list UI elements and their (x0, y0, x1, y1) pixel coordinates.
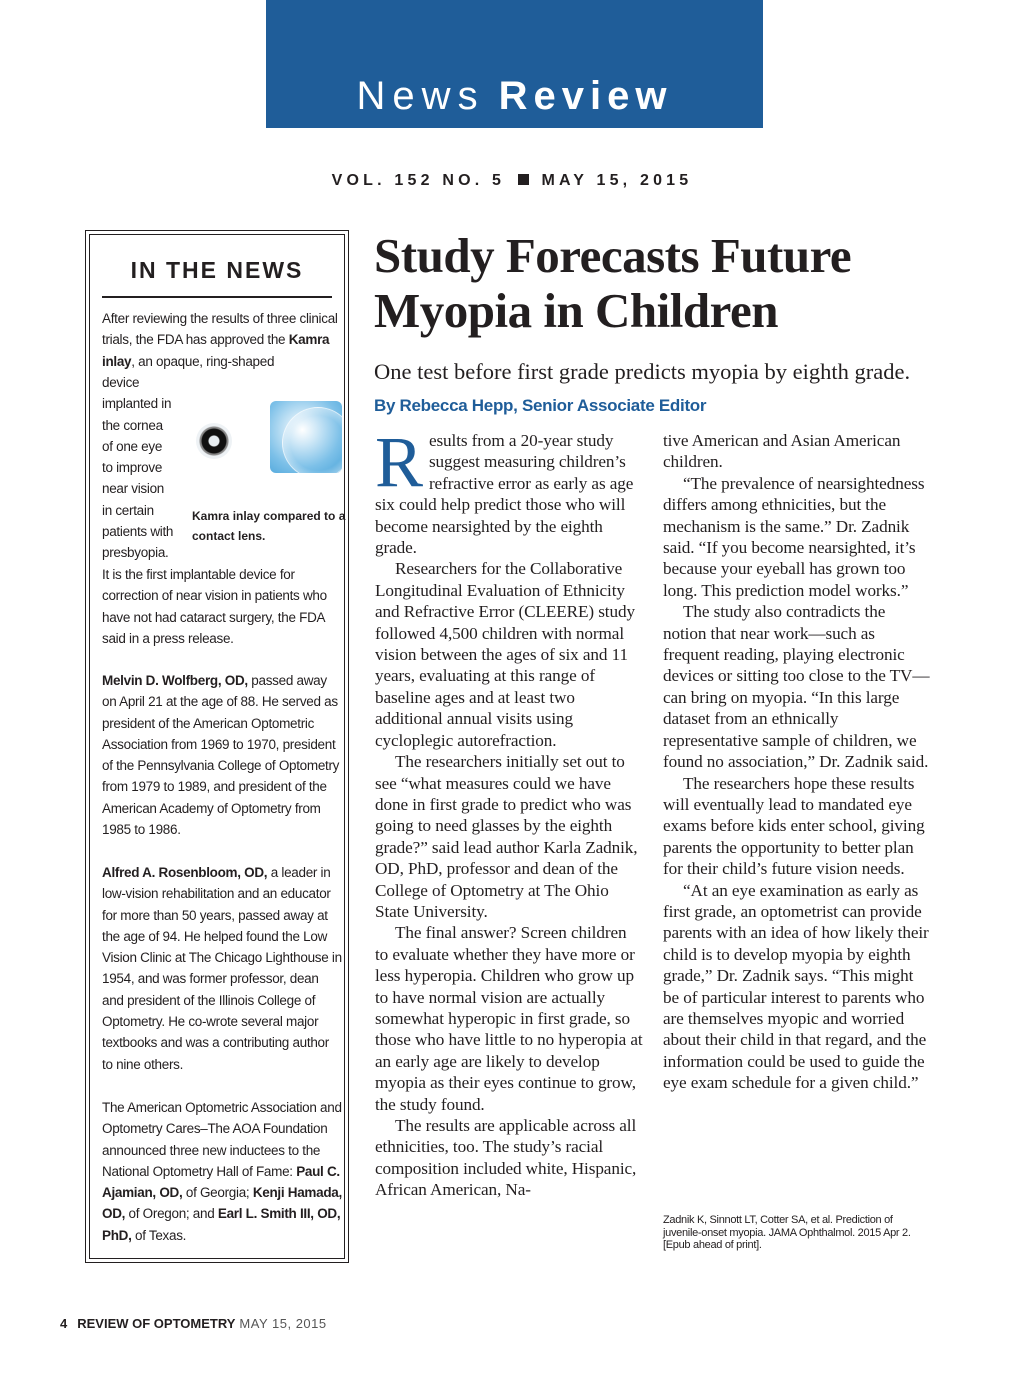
narrow-line: of one eye (102, 438, 163, 454)
footer-date: MAY 15, 2015 (239, 1316, 327, 1331)
byline: By Rebecca Hepp, Senior Associate Editor (374, 396, 707, 415)
article-deck (374, 356, 934, 422)
hall-of-fame-lead: The American Optometric Association and Optometry Cares–The AOA Foundation announced three new inductees to the National Optometry Hall of Fame: (102, 1100, 342, 1179)
paragraph: The researchers hope these results will eventually lead to mandated eye exams before kids enter school, giving parents the opportunity to better plan for their child’s future vision needs. (663, 773, 925, 879)
news-item-kamra (102, 308, 342, 372)
narrow-line: presbyopia. (102, 545, 169, 561)
wolfberg-text: passed away on April 21 at the age of 88. He served as president of the American Optometric Association from 1969 to 1970, president of the Pennsylvania College of Optometry from 1979 to 1989, and president of the American Academy of Optometry from 1985 to 1986. (102, 673, 340, 838)
inductee-end: of Texas. (131, 1227, 187, 1243)
contact-lens-image (270, 401, 342, 473)
inductee-sep: of Oregon; and (125, 1206, 218, 1222)
sidebar-title-rule (102, 296, 332, 298)
kamra-inlay-image (196, 423, 232, 459)
reference-footnote: Zadnik K, Sinnott LT, Cotter SA, et al. Prediction of juvenile-onset myopia. JAMA Ophthalmol. 2015 Apr 2. [Epub ahead of print]. (663, 1214, 911, 1251)
article-column-2 (663, 430, 931, 1094)
paragraph: The study also contradicts the notion that near work—such as frequent reading, playing electronic devices or sitting too close to the TV—can bring on myopia. “In this large dataset from an ethnically representative sample of children, we found no association,” Dr. Zadnik said. (663, 602, 930, 772)
inductee-smith: Earl L. Smith III, OD, PhD, (102, 1206, 341, 1243)
kamra-bold: Kamra inlay (102, 332, 330, 369)
article-column-1 (375, 422, 643, 1201)
narrow-line: in certain (102, 502, 154, 518)
in-the-news-sidebar (85, 230, 349, 1263)
sidebar-title: IN THE NEWS (130, 257, 304, 283)
page-footer (60, 1316, 327, 1331)
issue-line (0, 172, 1024, 190)
paragraph: The final answer? Screen children to evaluate whether they have more or less hyperopia. Children who grow up to have normal vision are actually somewhat hyperopic in first grade, so those who have little to no hyperopia at an early age are likely to develop myopia as their eyes continue to grow, the study found. (375, 923, 643, 1114)
paragraph: The results are applicable across all ethnicities, too. The study’s racial composition included white, Hispanic, African American, Na- (375, 1116, 637, 1200)
image-caption: Kamra inlay compared to a contact lens. (192, 509, 346, 543)
wolfberg-name: Melvin D. Wolfberg, OD, (102, 673, 248, 688)
paragraph: “At an eye examination as early as first grade, an optometrist can provide parents with an idea of how likely their child is to develop myopia by eighth grade,” Dr. Zadnik says. “This might be of particular interest to parents who are themselves myopic and worried about their child in that regard, and the information could be used to guide the eye exam schedule for a given child.” (663, 880, 929, 1093)
narrow-line: near vision (102, 481, 164, 497)
inductee-hamada: Kenji Hamada, OD, (102, 1185, 342, 1222)
paragraph-continuation: tive American and Asian American children. (663, 431, 901, 472)
news-item-wolfberg (102, 670, 342, 840)
article-headline (374, 228, 934, 338)
kamra-narrow-text (102, 372, 182, 564)
section-banner (266, 0, 763, 128)
square-bullet-icon (518, 174, 529, 185)
news-item-rosenbloom (102, 862, 342, 1075)
headline-line: Study Forecasts Future (374, 228, 852, 283)
kamra-lead: After reviewing the results of three clinical trials, the FDA has approved the (102, 311, 338, 348)
deck-text: One test before first grade predicts myopia by eighth grade. (374, 359, 911, 384)
kamra-tail-text: It is the first implantable device for correction of near vision in patients who have not had cataract surgery, the FDA said in a press release. (102, 567, 327, 646)
banner-word-news: News (356, 74, 485, 118)
narrow-line: device (102, 375, 140, 390)
sidebar-inner-frame (89, 234, 345, 1259)
inductee-sep: of Georgia; (182, 1185, 253, 1201)
paragraph: Researchers for the Collaborative Longitudinal Evaluation of Ethnicity and Refractive Error (CLEERE) study followed 4,500 children with normal vision between the ages of six and 11 years, evaluating at this range of baseline ages and at least two additional annual visits using cycloplegic autorefraction. (375, 559, 635, 750)
rosenbloom-name: Alfred A. Rosenbloom, OD, (102, 865, 268, 880)
paragraph: The researchers initially set out to see “what measures could we have done in first grade to predict who was going to need glasses by the eighth grade?” said lead author Karla Zadnik, OD, PhD, professor and dean of the College of Optometry at The Ohio State University. (375, 752, 638, 921)
kamra-rest: , an opaque, ring-shaped (131, 353, 275, 369)
paragraph: esults from a 20-year study suggest measuring children’s refractive error as early as age six could help predict those who will become nearsighted by the eighth grade. (375, 431, 634, 558)
narrow-line: the cornea (102, 417, 163, 433)
issue-volume: VOL. 152 NO. 5 (331, 172, 506, 189)
headline-line: Myopia in Children (374, 283, 778, 338)
rosenbloom-text: a leader in low-vision rehabilitation and an educator for more than 50 years, passed away at the age of 94. He helped found the Low Vision Clinic at The Chicago Lighthouse in 1954, and was former professor, dean and president of the Illinois College of Optometry. He co-wrote several major textbooks and was a contributing author to nine others. (102, 865, 342, 1072)
narrow-line: to improve (102, 460, 163, 476)
narrow-line: implanted in (102, 396, 172, 412)
inductee-ajamian: Paul C. Ajamian, OD, (102, 1163, 340, 1201)
magazine-name: REVIEW OF OPTOMETRY (77, 1316, 236, 1331)
page-number: 4 (60, 1316, 68, 1331)
narrow-line: patients with (102, 524, 174, 540)
drop-cap: R (375, 422, 423, 502)
banner-word-review: Review (498, 74, 673, 118)
paragraph: “The prevalence of nearsightedness differs among ethnicities, but the mechanism is the same.” Dr. Zadnik said. “If you become nearsighted, it’s because your eyeball has grown too long. This prediction model works.” (663, 473, 925, 600)
contact-lens-outline (282, 407, 342, 473)
kamra-tail (102, 564, 342, 649)
news-item-hall-of-fame (102, 1097, 342, 1246)
issue-date: MAY 15, 2015 (541, 172, 693, 189)
